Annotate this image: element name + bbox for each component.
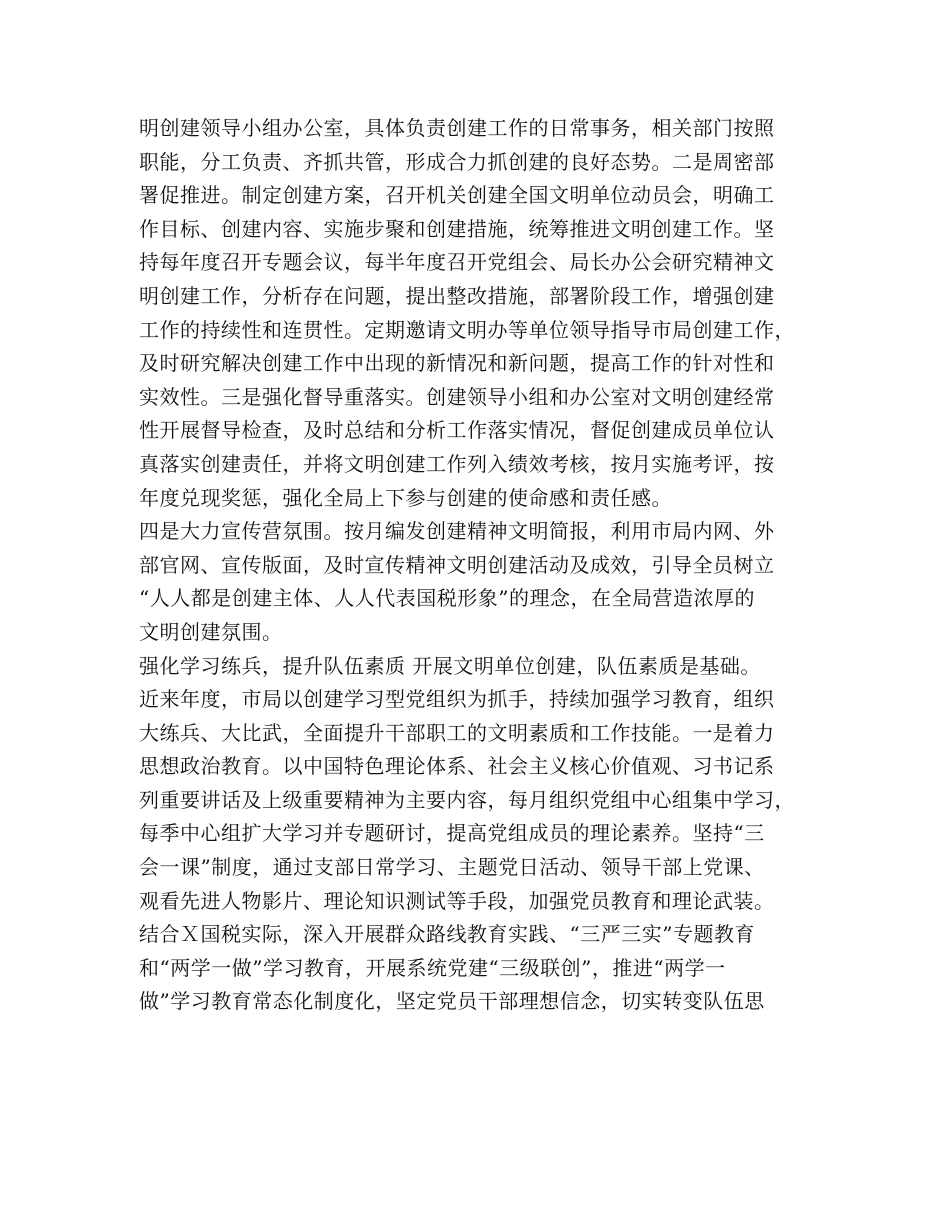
text-line: 近来年度，市局以创建学习型党组织为抓手，持续加强学习教育，组织	[139, 687, 775, 712]
text-line: 思想政治教育。以中国特色理论体系、社会主义核心价值观、习书记系	[139, 754, 775, 779]
text-line: 实效性。三是强化督导重落实。创建领导小组和办公室对文明创建经常	[139, 384, 775, 409]
text-line: 真落实创建责任，并将文明创建工作列入绩效考核，按月实施考评，按	[139, 451, 775, 476]
text-line: 性开展督导检查，及时总结和分析工作落实情况，督促创建成员单位认	[139, 418, 775, 443]
document-body	[139, 112, 829, 1019]
text-line: 大练兵、大比武，全面提升干部职工的文明素质和工作技能。一是着力	[139, 720, 775, 745]
text-line: 每季中心组扩大学习并专题研讨，提高党组成员的理论素养。坚持“三	[139, 821, 765, 846]
text-line: 强化学习练兵，提升队伍素质 开展文明单位创建，队伍素质是基础。	[139, 653, 761, 678]
text-line: 职能，分工负责、齐抓共管，形成合力抓创建的良好态势。二是周密部	[139, 149, 775, 174]
text-line: “人人都是创建主体、人人代表国税形象”的理念，在全局营造浓厚的	[139, 586, 755, 611]
text-line: 明创建工作，分析存在问题，提出整改措施，部署阶段工作，增强创建	[139, 283, 775, 308]
text-line: 年度兑现奖惩，强化全局上下参与创建的使命感和责任感。	[139, 485, 672, 510]
text-line: 部官网、宣传版面，及时宣传精神文明创建活动及成效，引导全员树立	[139, 552, 775, 577]
text-line: 明创建领导小组办公室，具体负责创建工作的日常事务，相关部门按照	[139, 116, 775, 140]
text-line: 及时研究解决创建工作中出现的新情况和新问题，提高工作的针对性和	[139, 351, 775, 376]
text-line: 四是大力宣传营氛围。按月编发创建精神文明简报，利用市局内网、外	[139, 519, 775, 544]
text-line: 结合Ｘ国税实际，深入开展群众路线教育实践、“三严三实”专题教育	[139, 922, 755, 947]
text-line: 做”学习教育常态化制度化，坚定党员干部理想信念，切实转变队伍思	[139, 989, 765, 1014]
text-line: 观看先进人物影片、理论知识测试等手段，加强党员教育和理论武装。	[139, 888, 775, 913]
text-line: 持每年度召开专题会议，每半年度召开党组会、局长办公会研究精神文	[139, 250, 775, 275]
text-line: 会一课”制度，通过支部日常学习、主题党日活动、领导干部上党课、	[139, 855, 765, 880]
text-line: 作目标、创建内容、实施步聚和创建措施，统筹推进文明创建工作。坚	[139, 216, 775, 241]
text-line: 文明创建氛围。	[139, 619, 283, 644]
text-line: 和“两学一做”学习教育，开展系统党建“三级联创”，推进“两学一	[139, 955, 726, 980]
text-line: 署促推进。制定创建方案，召开机关创建全国文明单位动员会，明确工	[139, 183, 775, 208]
text-line: 工作的持续性和连贯性。定期邀请文明办等单位领导指导市局创建工作，	[139, 317, 795, 342]
text-line: 列重要讲话及上级重要精神为主要内容，每月组织党组中心组集中学习，	[139, 787, 795, 812]
